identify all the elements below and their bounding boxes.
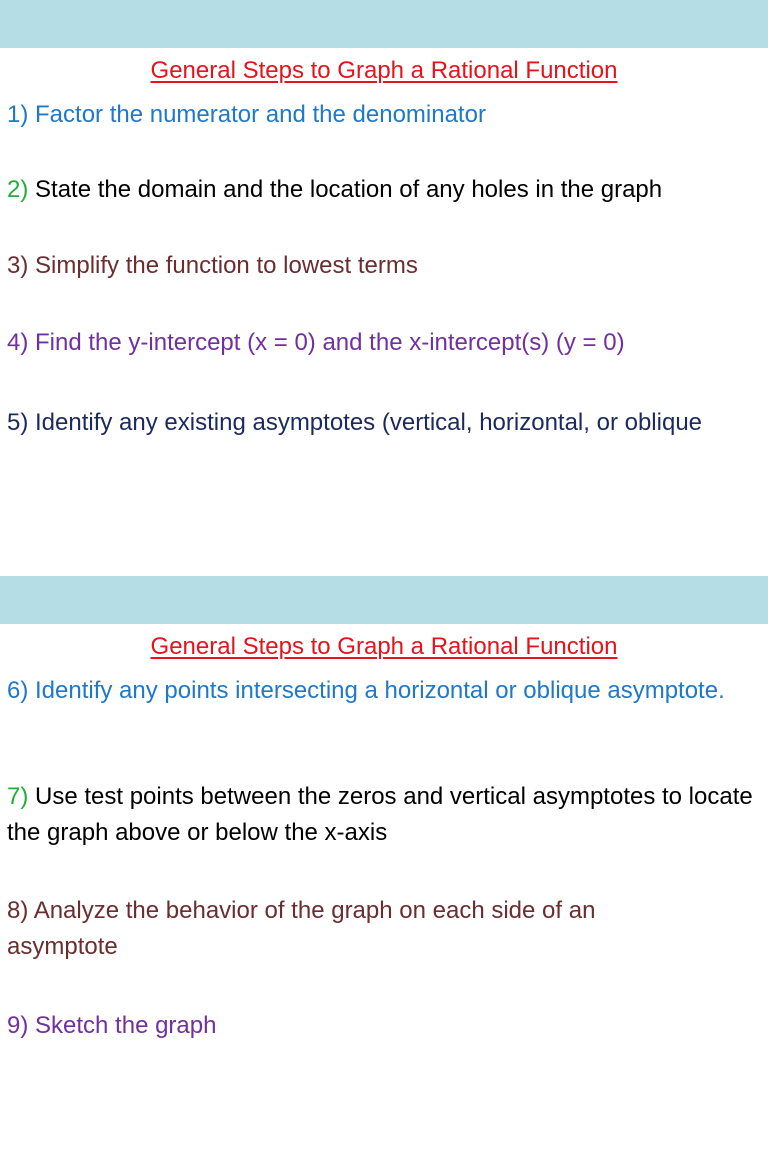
step-text: Identify any existing asymptotes (vertical, horizontal, or oblique — [28, 409, 703, 436]
step-2 — [7, 172, 763, 208]
slide-title: General Steps to Graph a Rational Function — [150, 633, 618, 660]
step-5 — [7, 405, 727, 441]
step-text: State the domain and the location of any holes in the graph — [28, 176, 663, 203]
step-8 — [7, 893, 697, 965]
step-text: Use test points between the zeros and vertical asymptotes to locate the graph above or below the x-axis — [7, 783, 753, 846]
step-number: 9) — [7, 1012, 29, 1039]
step-text: Analyze the behavior of the graph on each side of an asymptote — [7, 897, 596, 960]
step-9 — [7, 1008, 763, 1044]
step-text: Sketch the graph — [28, 1012, 217, 1039]
step-text: Find the y-intercept (x = 0) and the x-intercept(s) (y = 0) — [28, 329, 625, 356]
slide-header-band — [0, 576, 768, 624]
step-text: Simplify the function to lowest terms — [28, 252, 418, 279]
step-number: 6) — [7, 677, 29, 704]
step-4 — [7, 325, 763, 361]
slide-title: General Steps to Graph a Rational Function — [150, 57, 618, 84]
step-number: 1) — [7, 101, 29, 128]
step-7 — [7, 779, 767, 851]
step-number: 7) — [7, 783, 29, 810]
step-number: 3) — [7, 252, 29, 279]
step-1 — [7, 97, 763, 133]
slide-2 — [0, 576, 768, 1152]
step-6 — [7, 673, 727, 709]
slide-header-band — [0, 0, 768, 48]
step-number: 2) — [7, 176, 29, 203]
step-3 — [7, 248, 763, 284]
step-number: 4) — [7, 329, 29, 356]
step-number: 8) — [7, 897, 29, 924]
step-number: 5) — [7, 409, 29, 436]
step-text: Factor the numerator and the denominator — [28, 101, 486, 128]
step-text: Identify any points intersecting a horizontal or oblique asymptote. — [28, 677, 725, 704]
